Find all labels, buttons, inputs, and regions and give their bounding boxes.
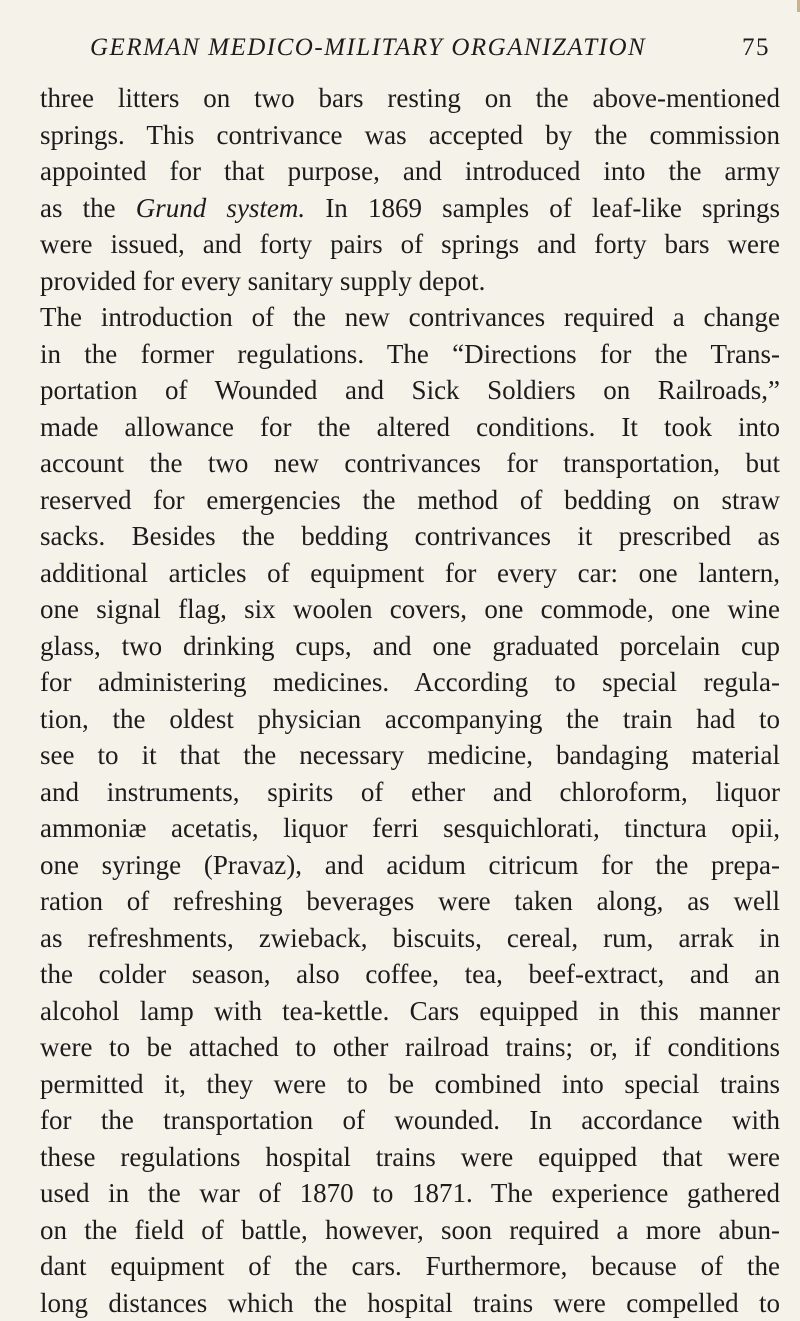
text-line: made allowance for the altered conditions. It took into [40,409,780,446]
text-line: ration of refreshing beverages were taken along, as well [40,883,780,920]
text-line: additional articles of equipment for every car: one lantern, [40,555,780,592]
text-line: tion, the oldest physician accompanying the train had to [40,701,780,738]
text-line: permitted it, they were to be combined into special trains [40,1066,780,1103]
text-line: dant equipment of the cars. Furthermore, because of the [40,1248,780,1285]
italic-term: Grund system. [136,193,305,223]
text-line: on the field of battle, however, soon required a more abun- [40,1212,780,1249]
text-line: three litters on two bars resting on the above-mentioned [40,80,780,117]
text-line: long distances which the hospital trains were compelled to [40,1285,780,1321]
text-line: the colder season, also coffee, tea, beef-extract, and an [40,956,780,993]
text-line: used in the war of 1870 to 1871. The experience gathered [40,1175,780,1212]
text-line: appointed for that purpose, and introduced into the army [40,153,780,190]
body-text [40,80,780,1321]
text-line: these regulations hospital trains were equipped that were [40,1139,780,1176]
text-line: one syringe (Pravaz), and acidum citricum for the prepa- [40,847,780,884]
text-line: as refreshments, zwieback, biscuits, cereal, rum, arrak in [40,920,780,957]
text-line: springs. This contrivance was accepted by the commission [40,117,780,154]
text-line: account the two new contrivances for transportation, but [40,445,780,482]
page-number: 75 [742,34,770,62]
text-line: were issued, and forty pairs of springs and forty bars were [40,226,780,263]
text-line: one signal flag, six woolen covers, one commode, one wine [40,591,780,628]
text-line: alcohol lamp with tea-kettle. Cars equipped in this manner [40,993,780,1030]
text-line: and instruments, spirits of ether and chloroform, liquor [40,774,780,811]
text-line: glass, two drinking cups, and one graduated porcelain cup [40,628,780,665]
text-line: ammoniæ acetatis, liquor ferri sesquichlorati, tinctura opii, [40,810,780,847]
text-line: for the transportation of wounded. In accordance with [40,1102,780,1139]
text-line: were to be attached to other railroad trains; or, if conditions [40,1029,780,1066]
text-line: for administering medicines. According to special regula- [40,664,780,701]
text-line: The introduction of the new contrivances required a change [40,299,780,336]
text-line: sacks. Besides the bedding contrivances it prescribed as [40,518,780,555]
running-head [90,34,770,64]
text-line: as the Grund system. In 1869 samples of leaf-like springs [40,190,780,227]
text-line: reserved for emergencies the method of bedding on straw [40,482,780,519]
text-line: portation of Wounded and Sick Soldiers on Railroads,” [40,372,780,409]
text-line: provided for every sanitary supply depot. [40,263,780,300]
text-line: see to it that the necessary medicine, bandaging material [40,737,780,774]
running-head-title: GERMAN MEDICO-MILITARY ORGANIZATION [90,34,646,62]
text-line: in the former regulations. The “Directions for the Trans- [40,336,780,373]
